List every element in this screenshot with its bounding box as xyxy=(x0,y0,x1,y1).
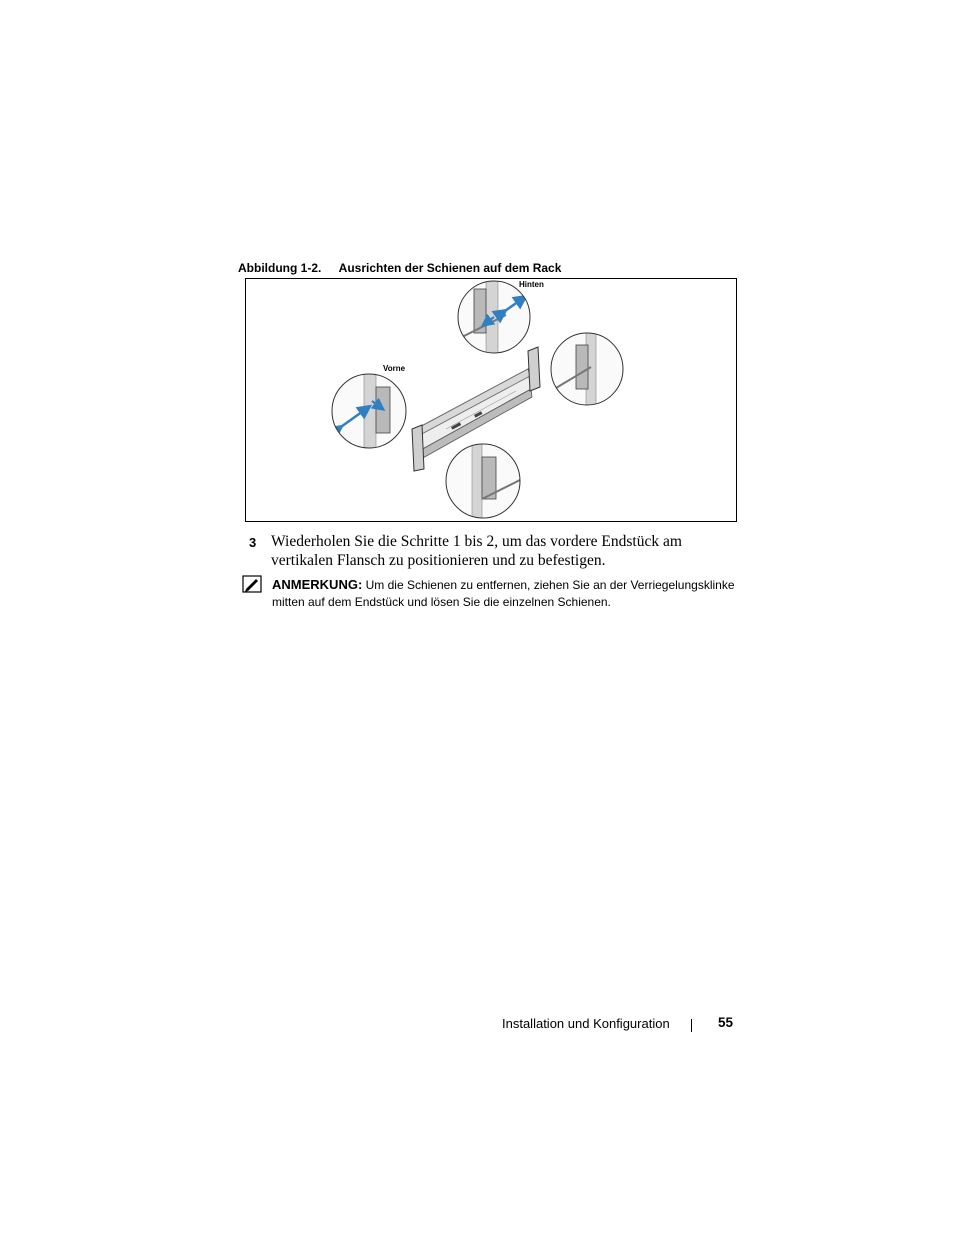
zoom-detail-right xyxy=(551,333,631,413)
step-text: Wiederholen Sie die Schritte 1 bis 2, um das vordere Endstück am vertikalen Flansch zu positionieren und zu befestigen. xyxy=(271,533,682,569)
rail-illustration xyxy=(246,279,736,521)
label-back: Hinten xyxy=(519,280,544,289)
rail-alignment-figure xyxy=(245,278,737,522)
label-front: Vorne xyxy=(383,364,406,373)
footer-divider xyxy=(691,1019,692,1032)
figure-caption-number: Abbildung 1-2. xyxy=(238,261,322,275)
page-number: 55 xyxy=(718,1015,734,1030)
note-text: Um die Schienen zu entfernen, ziehen Sie an der Verriegelungsklinke mitten auf dem Endstück und lösen Sie die einzelnen Schienen. xyxy=(272,578,735,609)
zoom-detail-bottom xyxy=(446,444,526,521)
footer-section-title: Installation und Konfiguration xyxy=(502,1016,670,1031)
step-number: 3 xyxy=(249,535,257,550)
figure-caption xyxy=(238,261,561,275)
note-label: ANMERKUNG: xyxy=(272,577,363,592)
zoom-detail-back xyxy=(458,279,538,359)
figure-caption-title: Ausrichten der Schienen auf dem Rack xyxy=(338,261,562,275)
note-block xyxy=(272,576,747,611)
note-pencil-icon xyxy=(242,575,262,593)
zoom-detail-front xyxy=(332,374,412,454)
